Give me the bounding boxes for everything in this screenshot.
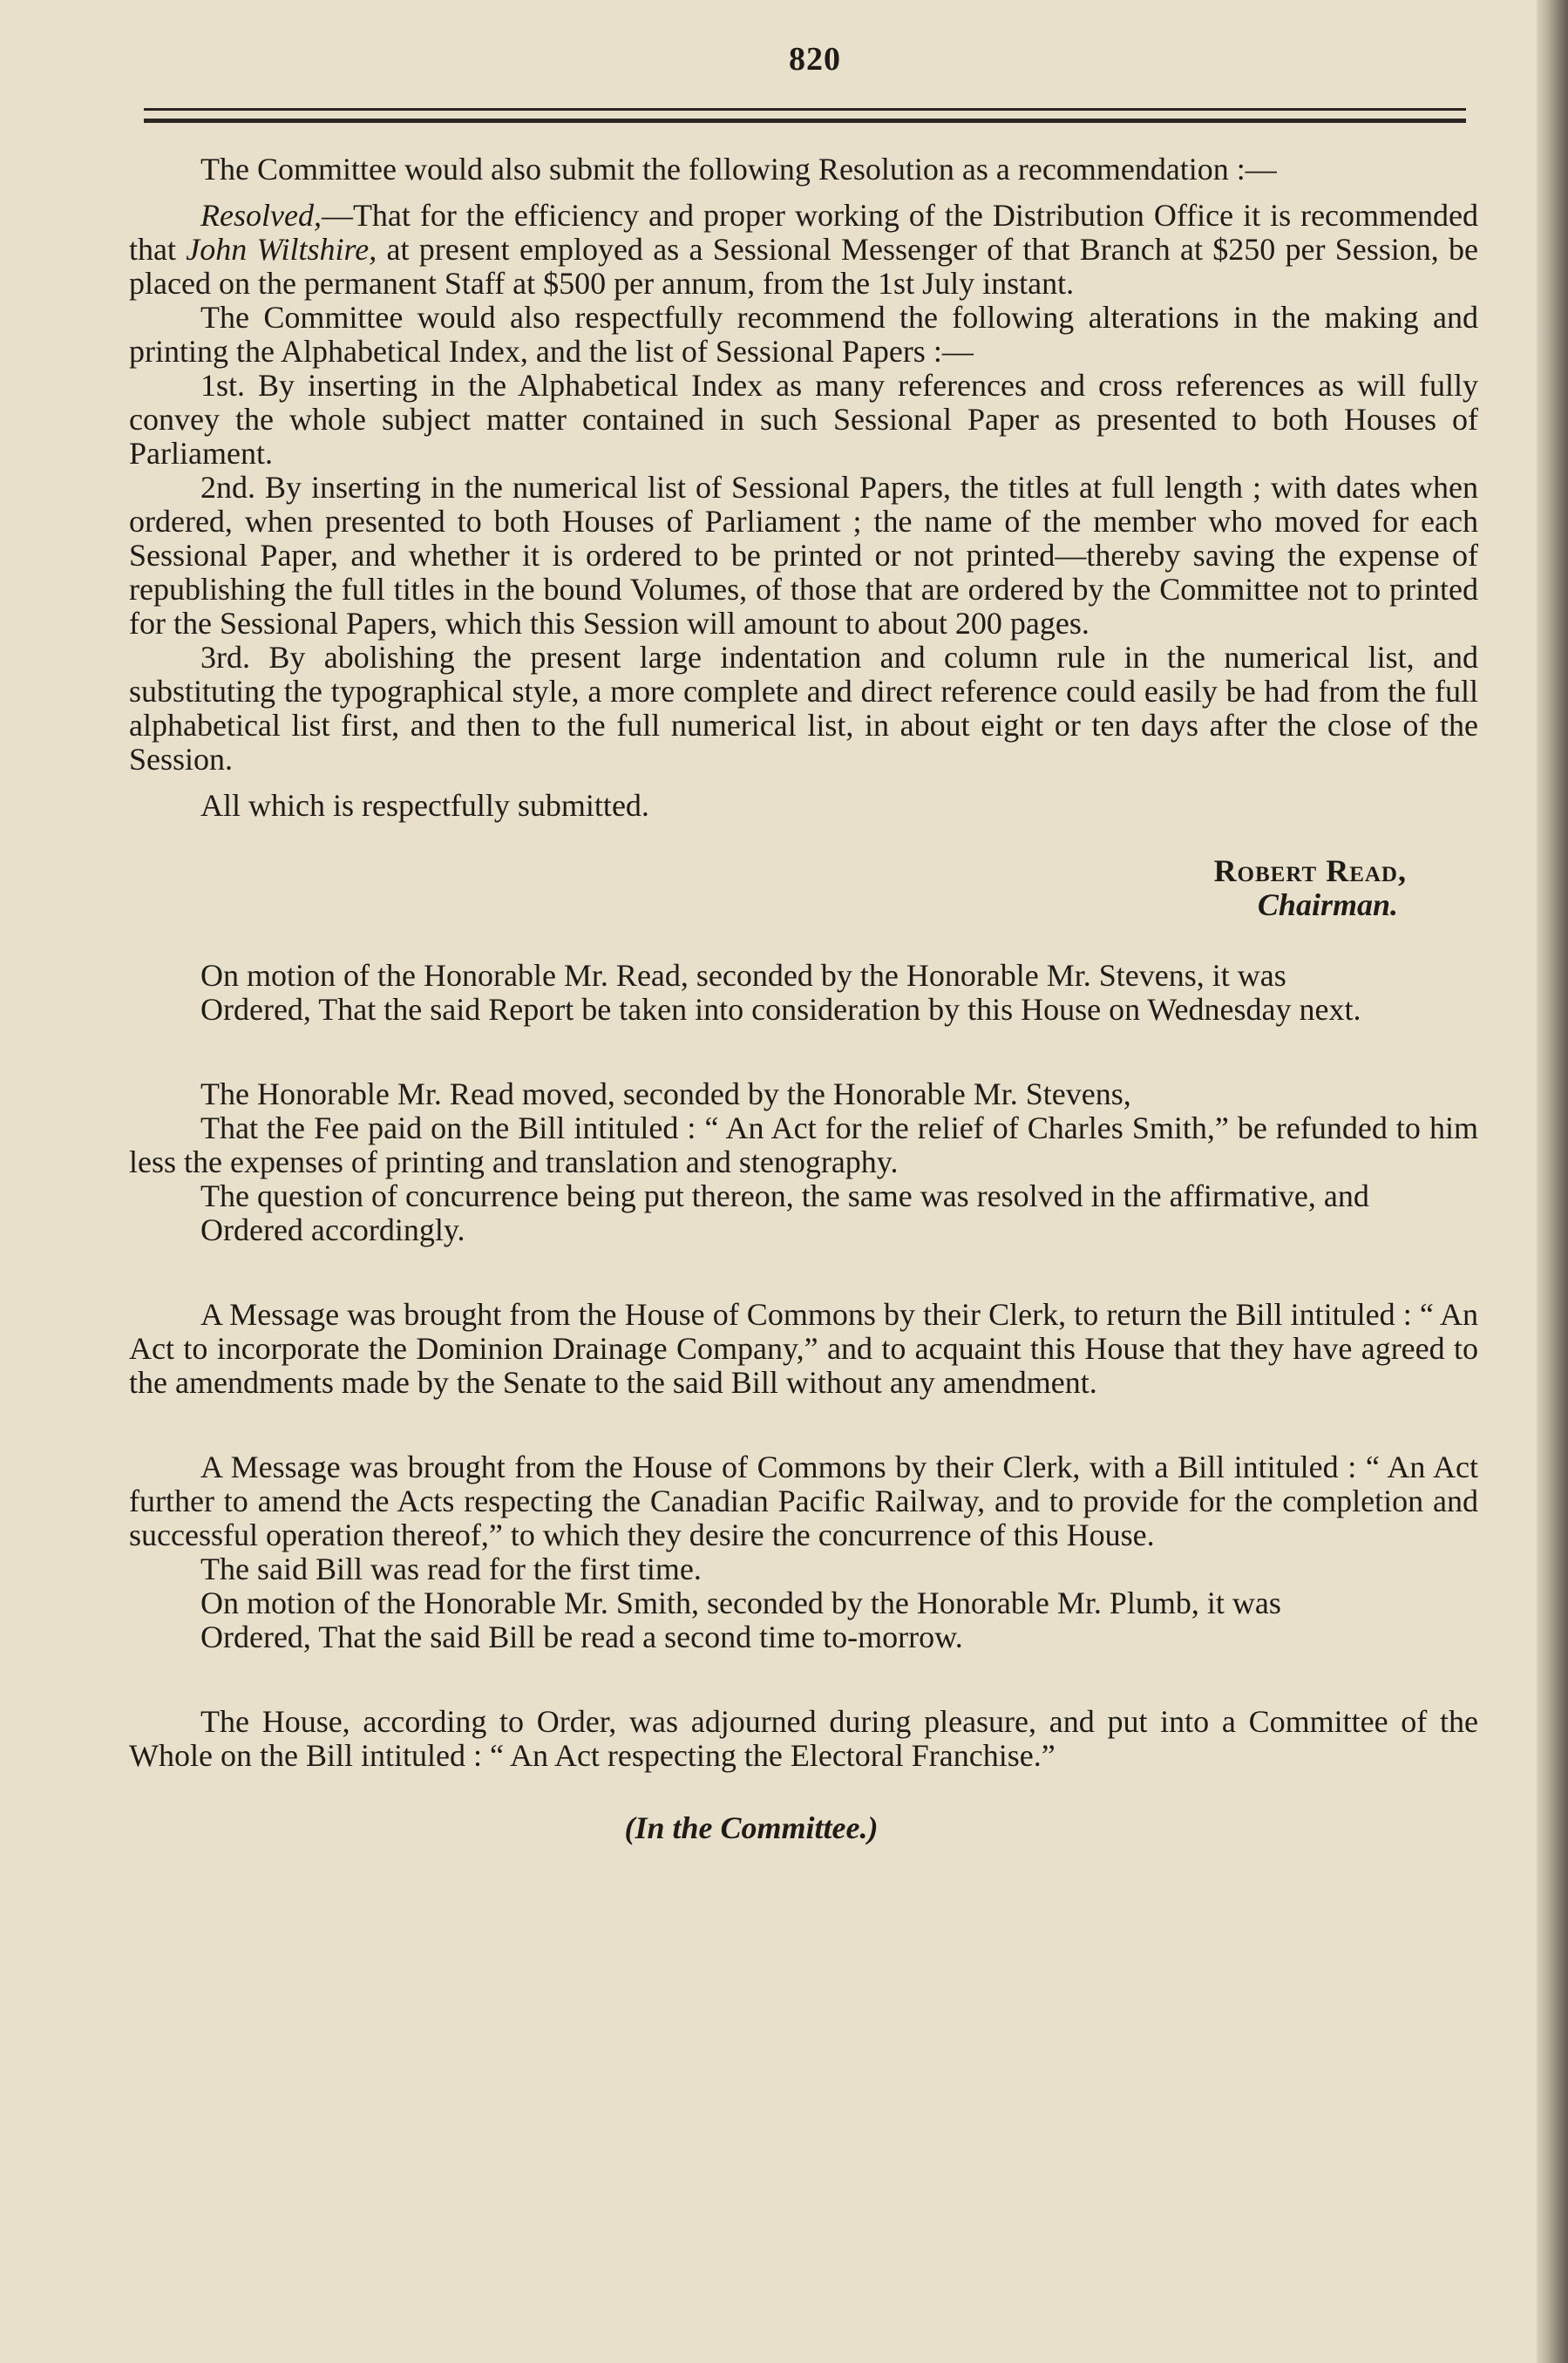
paragraph-alterations-intro: The Committee would also respectfully recommend the following alterations in the making and printing the Alphabetical Index, and the list of Sessional Papers :— xyxy=(129,300,1478,369)
resolved-text-a: —That for the efficiency and proper working of the Distribution Office it is recommended that xyxy=(129,198,1478,267)
paragraph-motion-read: On motion of the Honorable Mr. Read, seconded by the Honorable Mr. Stevens, it was xyxy=(200,958,1286,993)
paragraph-second-alteration: 2nd. By inserting in the numerical list of Sessional Papers, the titles at full length ; with dates when ordered, when presented to both Houses of Parliament ; the name of the member who moved for each Sessional Paper, and whether it is ordered to be printed or not printed—thereby saving the expense of republishing the full titles in the bound Volumes, of those that are ordered by the Committee not to printed for the Sessional Papers, which this Session will amount to about 200 pages. xyxy=(129,470,1478,641)
signature-name: Robert Read, xyxy=(1213,853,1407,888)
paragraph-committee-of-whole: The House, according to Order, was adjourned during pleasure, and put into a Committee of the Whole on the Bill intituled : “ An Act respecting the Electoral Franchise.” xyxy=(129,1704,1478,1773)
signature-block xyxy=(129,854,1478,922)
header-rule-thin xyxy=(144,108,1466,111)
signature-title: Chairman. xyxy=(1257,887,1398,922)
paragraph-first-alteration: 1st. By inserting in the Alphabetical Index as many references and cross references as will fully convey the whole subject matter contained in such Sessional Paper as presented to both Houses of Parliament. xyxy=(129,368,1478,471)
resolved-name: John Wiltshire, xyxy=(186,232,377,267)
paragraph-ordered-accordingly: Ordered accordingly. xyxy=(200,1212,465,1247)
paragraph-message-drainage: A Message was brought from the House of Commons by their Clerk, to return the Bill intituled : “ An Act to incorporate the Dominion Drainage Company,” and to acquaint this House that they have agreed to the amendments made by the Senate to the said Bill without any amendment. xyxy=(129,1297,1478,1400)
paragraph-concurrence: The question of concurrence being put thereon, the same was resolved in the affirmative, and xyxy=(200,1178,1369,1213)
paragraph-resolution-intro: The Committee would also submit the following Resolution as a recommendation :— xyxy=(200,152,1277,187)
paragraph-motion-smith: On motion of the Honorable Mr. Smith, seconded by the Honorable Mr. Plumb, it was xyxy=(200,1586,1281,1620)
paragraph-ordered-report: Ordered, That the said Report be taken into consideration by this House on Wednesday next. xyxy=(200,992,1361,1027)
paragraph-fee-refund: That the Fee paid on the Bill intituled : “ An Act for the relief of Charles Smith,” be refunded to him less the expenses of printing and translation and stenography. xyxy=(129,1110,1478,1179)
paragraph-resolved xyxy=(129,199,1478,301)
page-number: 820 xyxy=(789,41,841,78)
paragraph-third-alteration: 3rd. By abolishing the present large indentation and column rule in the numerical list, and substituting the typographical style, a more complete and direct reference could easily be had from the full alphabetical list first, and then to the full numerical list, in about eight or ten days after the close of the Session. xyxy=(129,640,1478,777)
document-body xyxy=(129,153,1478,1845)
paragraph-submitted: All which is respectfully submitted. xyxy=(200,788,649,823)
paragraph-second-reading: Ordered, That the said Bill be read a second time to-morrow. xyxy=(200,1619,963,1654)
paragraph-message-railway: A Message was brought from the House of Commons by their Clerk, with a Bill intituled : “ An Act further to amend the Acts respecting the Canadian Pacific Railway, and to provide for the completion and successful operation thereof,” to which they desire the concurrence of this House. xyxy=(129,1450,1478,1552)
resolved-lead: Resolved, xyxy=(200,198,322,233)
book-binding-edge xyxy=(1537,0,1568,2363)
resolved-text-b: at present employed as a Sessional Messenger of that Branch at $250 per Session, be placed on the permanent Staff at $500 per annum, from the 1st July instant. xyxy=(129,232,1479,301)
in-committee-heading: (In the Committee.) xyxy=(624,1810,879,1845)
paragraph-read-moved: The Honorable Mr. Read moved, seconded by the Honorable Mr. Stevens, xyxy=(200,1076,1131,1111)
paragraph-first-reading: The said Bill was read for the first time. xyxy=(200,1552,702,1586)
header-rule-thick xyxy=(144,119,1466,123)
